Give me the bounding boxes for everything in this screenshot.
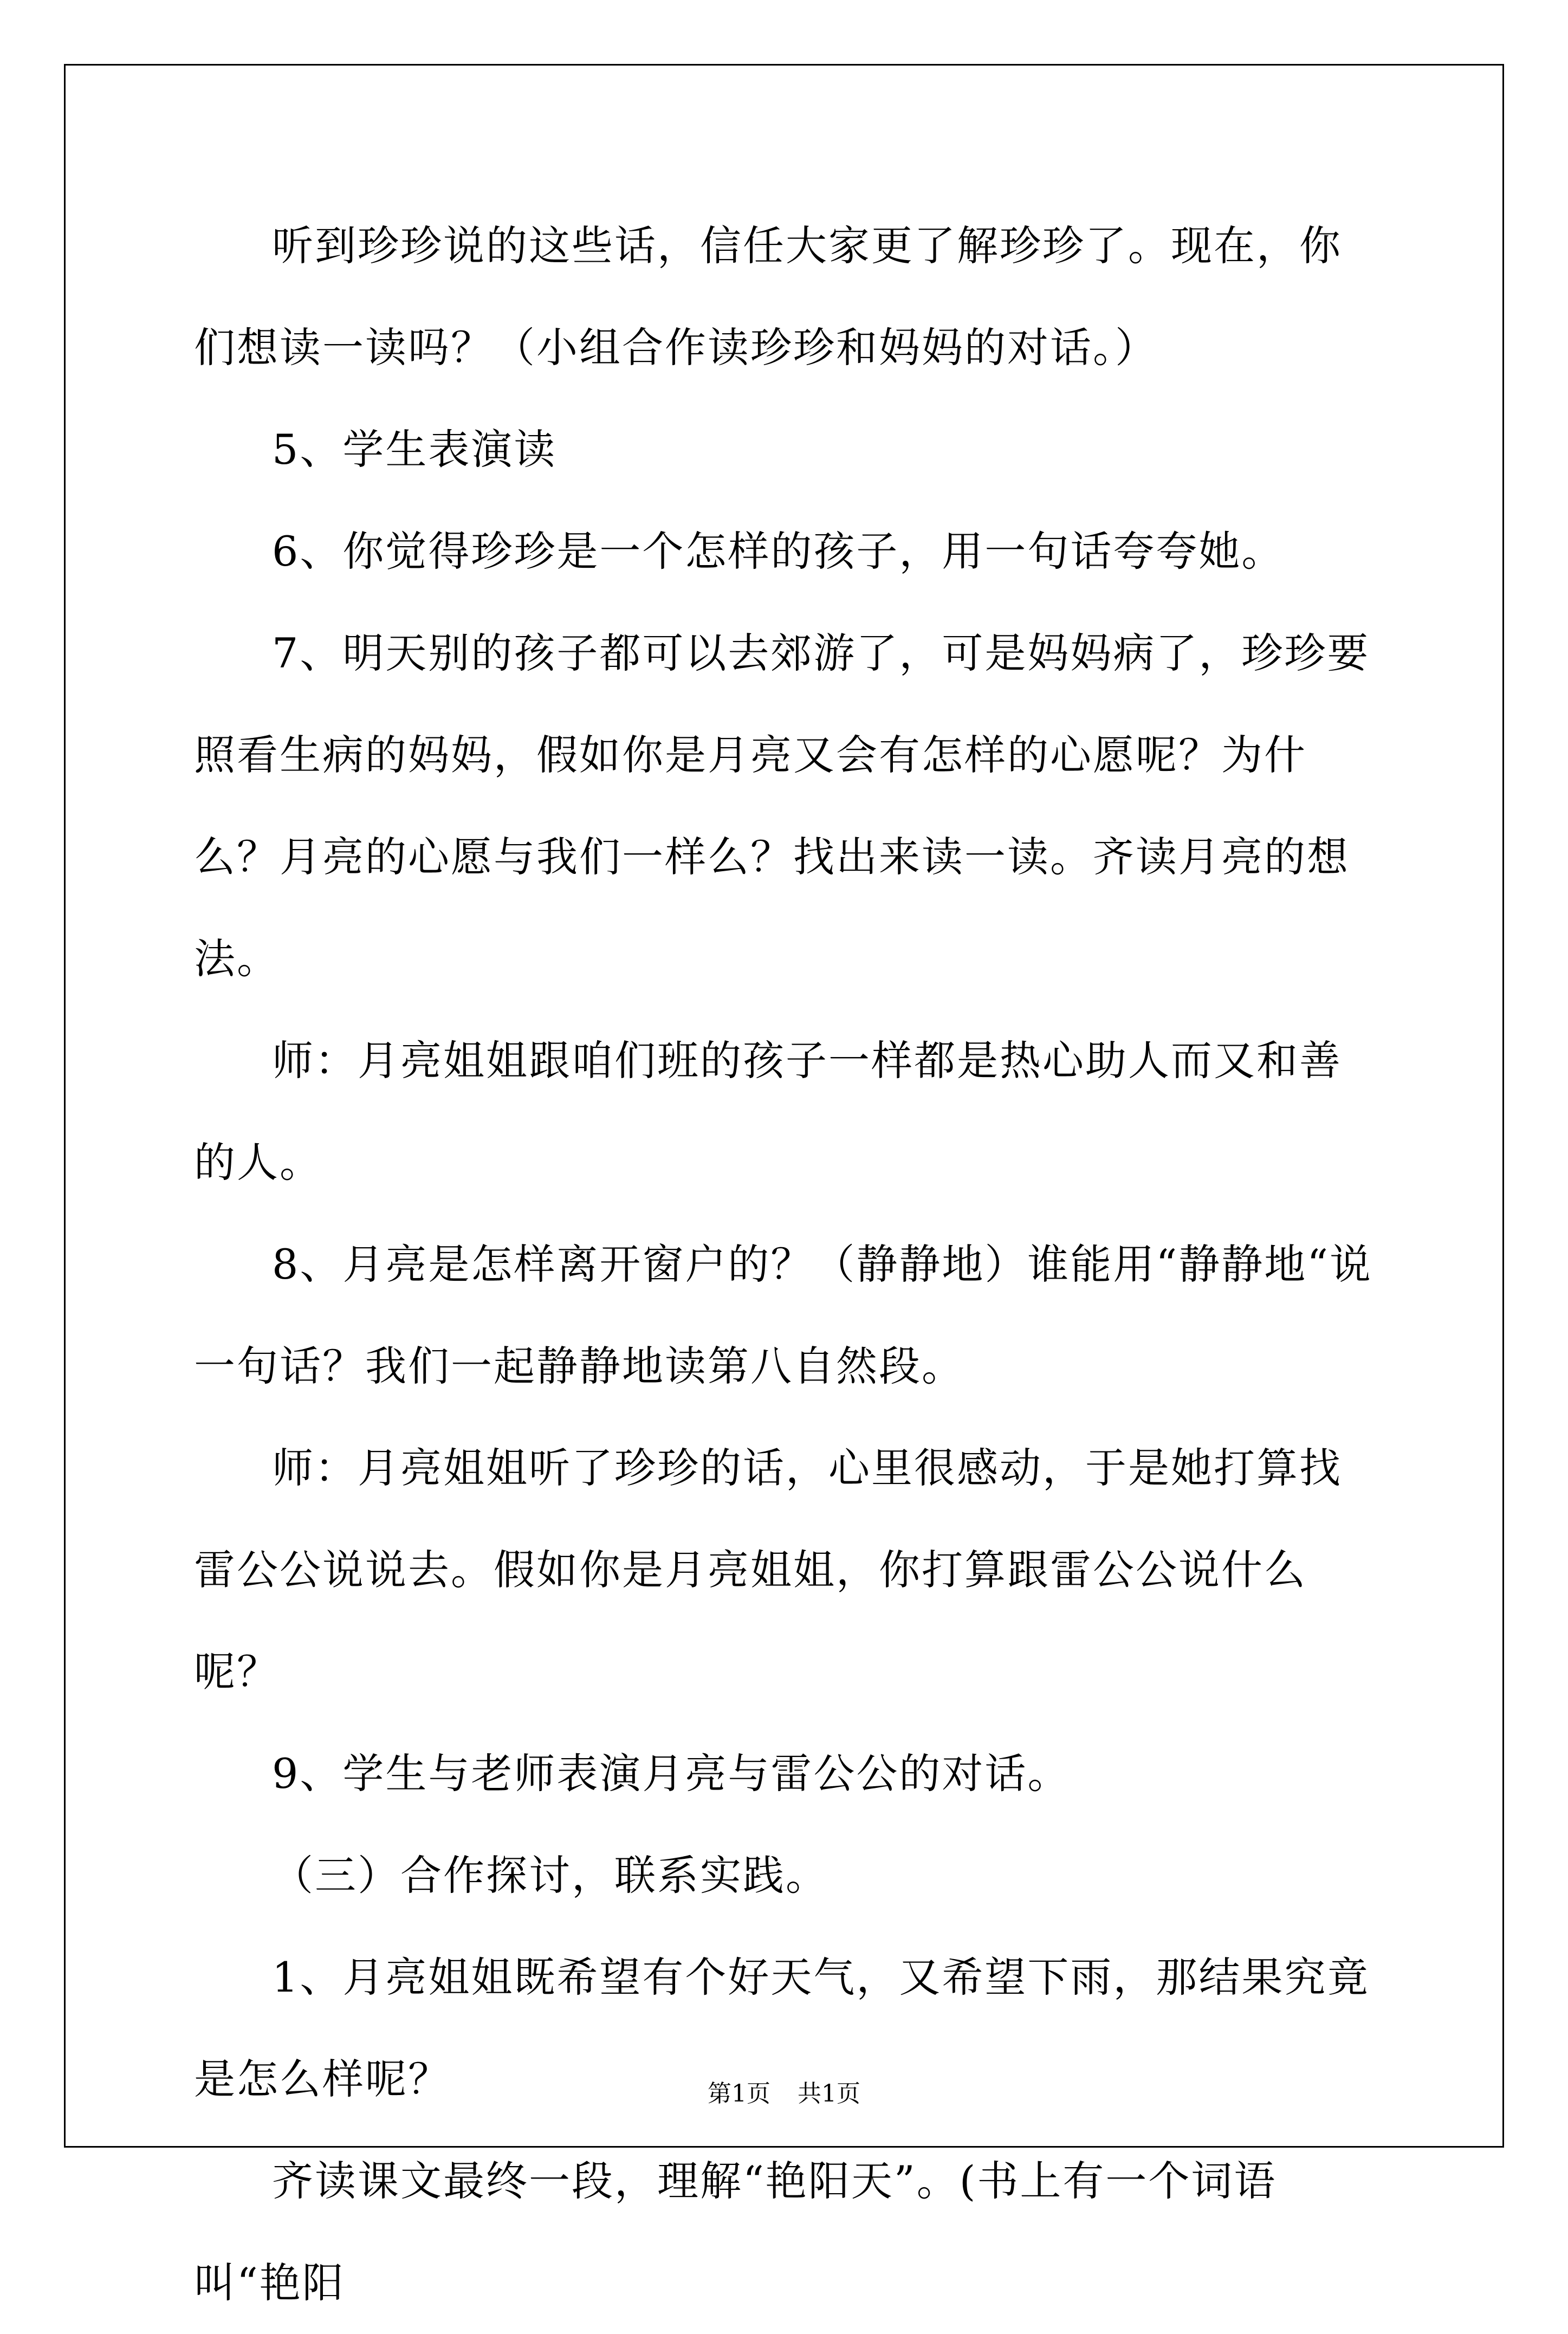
paragraph: 齐读课文最终一段，理解“艳阳天”。(书上有一个词语叫“艳阳 [194, 2157, 1277, 2307]
paragraph: 师：月亮姐姐听了珍珍的话，心里很感动，于是她打算找雷公公说说去。假如你是月亮姐姐，你打算跟雷公公说什么呢？ [194, 1444, 1342, 1696]
paragraph: 听到珍珍说的这些话，信任大家更了解珍珍了。现在，你们想读一读吗？（小组合作读珍珍和妈妈的对话。） [194, 222, 1342, 372]
page-number-current: 第1页 [708, 2080, 770, 2108]
paragraph: 5、学生表演读 [272, 425, 557, 474]
page-footer [0, 2078, 1568, 2110]
page-number-total: 共1页 [798, 2080, 860, 2108]
paragraph: （三）合作探讨，联系实践。 [272, 1851, 828, 1899]
paragraph: 9、学生与老师表演月亮与雷公公的对话。 [272, 1749, 1071, 1798]
paragraph: 8、月亮是怎样离开窗户的？（静静地）谁能用“静静地“说一句话？我们一起静静地读第八自然段。 [194, 1240, 1373, 1390]
paragraph: 1、月亮姐姐既希望有个好天气，又希望下雨，那结果究竟是怎么样呢？ [194, 1953, 1370, 2103]
paragraph: 师：月亮姐姐跟咱们班的孩子一样都是热心助人而又和善的人。 [194, 1036, 1342, 1187]
paragraph: 6、你觉得珍珍是一个怎样的孩子，用一句话夸夸她。 [272, 527, 1285, 575]
paragraph: 7、明天别的孩子都可以去郊游了，可是妈妈病了，珍珍要照看生病的妈妈，假如你是月亮又会有怎样的心愿呢？为什么？月亮的心愿与我们一样么？找出来读一读。齐读月亮的想法。 [194, 629, 1370, 983]
document-body [194, 195, 1381, 2334]
